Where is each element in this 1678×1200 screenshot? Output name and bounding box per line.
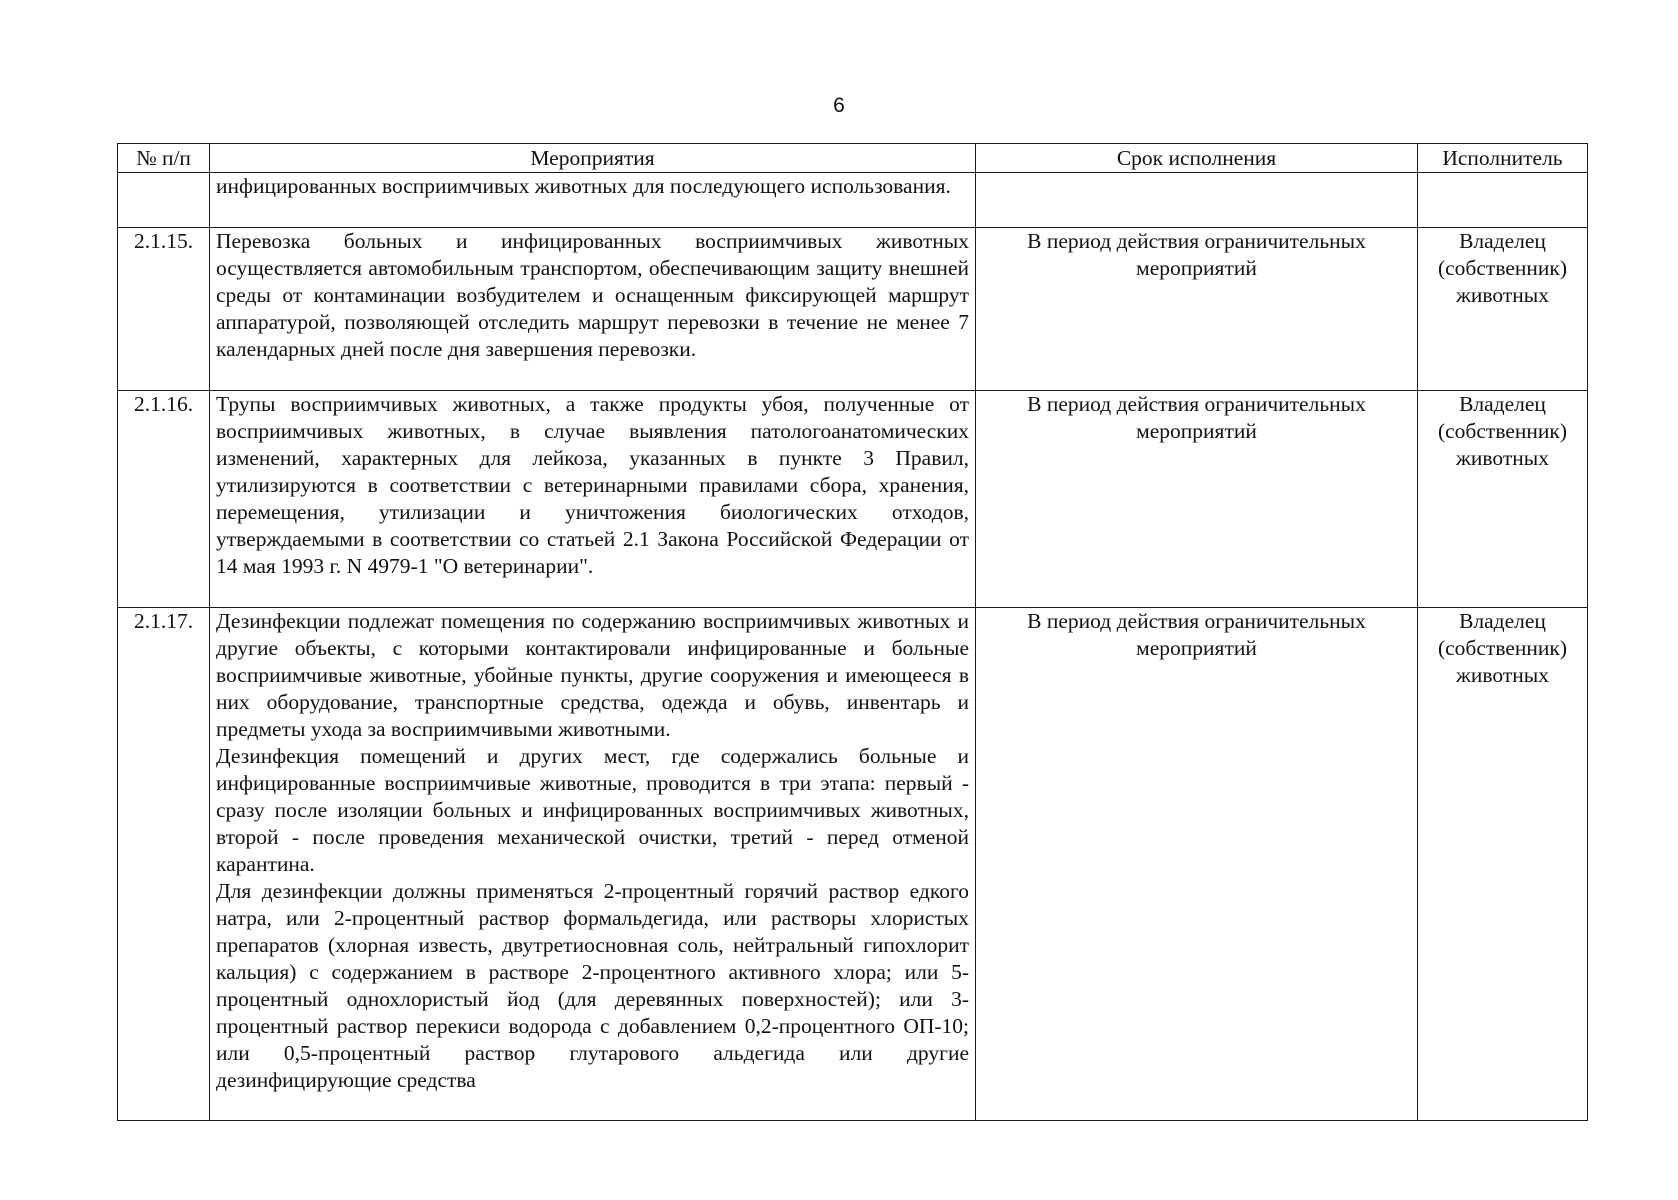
- measures-table: [117, 143, 1588, 1121]
- row-action: [210, 173, 976, 228]
- row-term: В период действия ограничительных мероприятий: [976, 608, 1418, 1121]
- row-term: В период действия ограничительных мероприятий: [976, 391, 1418, 608]
- table-header-row: [118, 144, 1588, 173]
- action-paragraph: Дезинфекции подлежат помещения по содержанию восприимчивых животных и другие объекты, с которыми контактировали инфицированные и больные восприимчивые животные, убойные пункты, другие сооружения и имеющееся в них оборудование, транспортные средства, одежда и обувь, инвентарь и предметы ухода за восприимчивыми животными.: [216, 609, 969, 741]
- action-paragraph: инфицированных восприимчивых животных для последующего использования.: [216, 174, 951, 198]
- table-row: [118, 173, 1588, 228]
- row-number: 2.1.17.: [118, 608, 210, 1121]
- row-executor: Владелец (собственник) животных: [1418, 608, 1588, 1121]
- header-action: Мероприятия: [210, 144, 976, 173]
- row-number: [118, 173, 210, 228]
- action-paragraph: Трупы восприимчивых животных, а также продукты убоя, полученные от восприимчивых животных, в случае выявления патологоанатомических изменений, характерных для лейкоза, указанных в пункте 3 Правил, утилизируются в соответствии с ветеринарными правилами сбора, хранения, перемещения, утилизации и уничтожения биологических отходов, утверждаемыми в соответствии со статьей 2.1 Закона Российской Федерации от 14 мая 1993 г. N 4979-1 "О ветеринарии".: [216, 392, 969, 578]
- row-term: [976, 173, 1418, 228]
- page-number: 6: [833, 94, 845, 117]
- row-action: [210, 391, 976, 608]
- row-action: [210, 228, 976, 391]
- row-executor: [1418, 173, 1588, 228]
- table-row: [118, 608, 1588, 1121]
- row-number: 2.1.15.: [118, 228, 210, 391]
- row-number: 2.1.16.: [118, 391, 210, 608]
- header-term: Срок исполнения: [976, 144, 1418, 173]
- action-paragraph: Дезинфекция помещений и других мест, где содержались больные и инфицированные восприимчивые животные, проводится в три этапа: первый - сразу после изоляции больных и инфицированных восприимчивых животных, второй - после проведения механической очистки, третий - перед отменой карантина.: [216, 744, 969, 876]
- header-executor: Исполнитель: [1418, 144, 1588, 173]
- action-paragraph: Для дезинфекции должны применяться 2-процентный горячий раствор едкого натра, или 2-процентный раствор формальдегида, или растворы хлористых препаратов (хлорная известь, двутретиосновная соль, нейтральный гипохлорит кальция) с содержанием в растворе 2-процентного активного хлора; или 5-процентный однохлористый йод (для деревянных поверхностей); или 3-процентный раствор перекиси водорода с добавлением 0,2-процентного ОП-10; или 0,5-процентный раствор глутарового альдегида или другие дезинфицирующие средства: [216, 879, 969, 1092]
- header-num: № п/п: [118, 144, 210, 173]
- table-row: [118, 228, 1588, 391]
- row-term: В период действия ограничительных мероприятий: [976, 228, 1418, 391]
- table-row: [118, 391, 1588, 608]
- action-paragraph: Перевозка больных и инфицированных восприимчивых животных осуществляется автомобильным транспортом, обеспечивающим защиту внешней среды от контаминации возбудителем и оснащенным фиксирующей маршрут аппаратурой, позволяющей отследить маршрут перевозки в течение не менее 7 календарных дней после дня завершения перевозки.: [216, 229, 969, 361]
- row-action: [210, 608, 976, 1121]
- row-executor: Владелец (собственник) животных: [1418, 391, 1588, 608]
- row-executor: Владелец (собственник) животных: [1418, 228, 1588, 391]
